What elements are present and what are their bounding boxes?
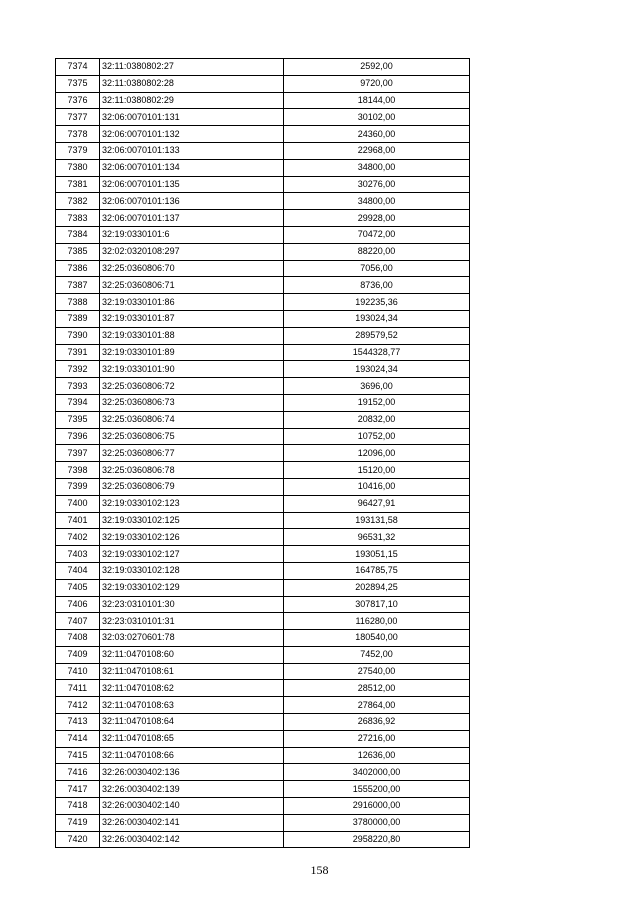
row-number-cell: 7379 <box>56 142 100 159</box>
row-number-cell: 7380 <box>56 159 100 176</box>
row-number-cell: 7405 <box>56 579 100 596</box>
row-number-cell: 7404 <box>56 562 100 579</box>
value-cell: 2958220,80 <box>284 831 470 848</box>
row-number-cell: 7375 <box>56 75 100 92</box>
value-cell: 96531,32 <box>284 529 470 546</box>
cadastral-number-cell: 32:06:0070101:137 <box>100 210 284 227</box>
table-row <box>56 613 470 630</box>
table-row <box>56 630 470 647</box>
value-cell: 10752,00 <box>284 428 470 445</box>
row-number-cell: 7381 <box>56 176 100 193</box>
table-row <box>56 512 470 529</box>
value-cell: 34800,00 <box>284 159 470 176</box>
table-row <box>56 243 470 260</box>
table-row <box>56 663 470 680</box>
row-number-cell: 7419 <box>56 814 100 831</box>
row-number-cell: 7391 <box>56 344 100 361</box>
value-cell: 1555200,00 <box>284 781 470 798</box>
table-row <box>56 75 470 92</box>
table-row <box>56 546 470 563</box>
cadastral-number-cell: 32:25:0360806:75 <box>100 428 284 445</box>
row-number-cell: 7383 <box>56 210 100 227</box>
cadastral-number-cell: 32:06:0070101:133 <box>100 142 284 159</box>
table-body <box>56 59 470 848</box>
cadastral-number-cell: 32:19:0330101:86 <box>100 294 284 311</box>
row-number-cell: 7388 <box>56 294 100 311</box>
cadastral-number-cell: 32:19:0330101:90 <box>100 361 284 378</box>
row-number-cell: 7414 <box>56 730 100 747</box>
value-cell: 164785,75 <box>284 562 470 579</box>
value-cell: 12636,00 <box>284 747 470 764</box>
row-number-cell: 7411 <box>56 680 100 697</box>
value-cell: 30276,00 <box>284 176 470 193</box>
table-row <box>56 478 470 495</box>
row-number-cell: 7403 <box>56 546 100 563</box>
row-number-cell: 7376 <box>56 92 100 109</box>
cadastral-number-cell: 32:11:0470108:65 <box>100 730 284 747</box>
row-number-cell: 7400 <box>56 495 100 512</box>
table-row <box>56 462 470 479</box>
cadastral-number-cell: 32:06:0070101:131 <box>100 109 284 126</box>
table-row <box>56 714 470 731</box>
table-row <box>56 327 470 344</box>
value-cell: 12096,00 <box>284 445 470 462</box>
cadastral-number-cell: 32:11:0470108:62 <box>100 680 284 697</box>
table-row <box>56 579 470 596</box>
cadastral-number-cell: 32:19:0330102:125 <box>100 512 284 529</box>
row-number-cell: 7382 <box>56 193 100 210</box>
table-row <box>56 277 470 294</box>
value-cell: 70472,00 <box>284 226 470 243</box>
row-number-cell: 7406 <box>56 596 100 613</box>
row-number-cell: 7412 <box>56 697 100 714</box>
value-cell: 180540,00 <box>284 630 470 647</box>
cadastral-number-cell: 32:11:0470108:63 <box>100 697 284 714</box>
cadastral-number-cell: 32:06:0070101:135 <box>100 176 284 193</box>
value-cell: 96427,91 <box>284 495 470 512</box>
value-cell: 7452,00 <box>284 646 470 663</box>
row-number-cell: 7407 <box>56 613 100 630</box>
table-row <box>56 126 470 143</box>
row-number-cell: 7409 <box>56 646 100 663</box>
table-row <box>56 428 470 445</box>
table-row <box>56 596 470 613</box>
table-row <box>56 394 470 411</box>
row-number-cell: 7387 <box>56 277 100 294</box>
table-row <box>56 294 470 311</box>
table-row <box>56 411 470 428</box>
cadastral-number-cell: 32:25:0360806:73 <box>100 394 284 411</box>
cadastral-number-cell: 32:11:0470108:60 <box>100 646 284 663</box>
table-row <box>56 260 470 277</box>
row-number-cell: 7397 <box>56 445 100 462</box>
cadastral-number-cell: 32:25:0360806:79 <box>100 478 284 495</box>
value-cell: 193051,15 <box>284 546 470 563</box>
value-cell: 29928,00 <box>284 210 470 227</box>
table-row <box>56 730 470 747</box>
value-cell: 27216,00 <box>284 730 470 747</box>
cadastral-number-cell: 32:26:0030402:141 <box>100 814 284 831</box>
value-cell: 8736,00 <box>284 277 470 294</box>
row-number-cell: 7377 <box>56 109 100 126</box>
cadastral-number-cell: 32:19:0330102:126 <box>100 529 284 546</box>
value-cell: 30102,00 <box>284 109 470 126</box>
cadastral-number-cell: 32:25:0360806:72 <box>100 378 284 395</box>
table-row <box>56 495 470 512</box>
row-number-cell: 7399 <box>56 478 100 495</box>
value-cell: 193024,34 <box>284 310 470 327</box>
table-row <box>56 831 470 848</box>
value-cell: 202894,25 <box>284 579 470 596</box>
value-cell: 193131,58 <box>284 512 470 529</box>
table-row <box>56 445 470 462</box>
row-number-cell: 7392 <box>56 361 100 378</box>
table-row <box>56 344 470 361</box>
row-number-cell: 7416 <box>56 764 100 781</box>
cadastral-number-cell: 32:19:0330101:88 <box>100 327 284 344</box>
cadastral-number-cell: 32:06:0070101:136 <box>100 193 284 210</box>
value-cell: 1544328,77 <box>284 344 470 361</box>
row-number-cell: 7402 <box>56 529 100 546</box>
table-row <box>56 361 470 378</box>
table-row <box>56 680 470 697</box>
row-number-cell: 7389 <box>56 310 100 327</box>
cadastral-number-cell: 32:19:0330102:129 <box>100 579 284 596</box>
row-number-cell: 7401 <box>56 512 100 529</box>
value-cell: 2916000,00 <box>284 798 470 815</box>
cadastral-number-cell: 32:25:0360806:74 <box>100 411 284 428</box>
table-row <box>56 92 470 109</box>
table-row <box>56 781 470 798</box>
cadastral-number-cell: 32:19:0330102:123 <box>100 495 284 512</box>
row-number-cell: 7386 <box>56 260 100 277</box>
value-cell: 15120,00 <box>284 462 470 479</box>
value-cell: 289579,52 <box>284 327 470 344</box>
row-number-cell: 7408 <box>56 630 100 647</box>
cadastral-number-cell: 32:19:0330101:87 <box>100 310 284 327</box>
row-number-cell: 7394 <box>56 394 100 411</box>
cadastral-number-cell: 32:25:0360806:78 <box>100 462 284 479</box>
cadastral-number-cell: 32:25:0360806:70 <box>100 260 284 277</box>
row-number-cell: 7395 <box>56 411 100 428</box>
cadastral-number-cell: 32:19:0330101:89 <box>100 344 284 361</box>
cadastral-number-cell: 32:11:0470108:66 <box>100 747 284 764</box>
value-cell: 20832,00 <box>284 411 470 428</box>
value-cell: 19152,00 <box>284 394 470 411</box>
value-cell: 18144,00 <box>284 92 470 109</box>
cadastral-number-cell: 32:23:0310101:30 <box>100 596 284 613</box>
table-row <box>56 193 470 210</box>
row-number-cell: 7398 <box>56 462 100 479</box>
table-row <box>56 562 470 579</box>
value-cell: 193024,34 <box>284 361 470 378</box>
row-number-cell: 7390 <box>56 327 100 344</box>
cadastral-number-cell: 32:25:0360806:77 <box>100 445 284 462</box>
value-cell: 27864,00 <box>284 697 470 714</box>
cadastral-number-cell: 32:19:0330102:127 <box>100 546 284 563</box>
value-cell: 307817,10 <box>284 596 470 613</box>
table-row <box>56 109 470 126</box>
page-number: 158 <box>310 863 329 877</box>
row-number-cell: 7384 <box>56 226 100 243</box>
value-cell: 2592,00 <box>284 59 470 76</box>
table-row <box>56 310 470 327</box>
value-cell: 116280,00 <box>284 613 470 630</box>
cadastral-number-cell: 32:19:0330101:6 <box>100 226 284 243</box>
cadastral-number-cell: 32:26:0030402:136 <box>100 764 284 781</box>
value-cell: 34800,00 <box>284 193 470 210</box>
cadastral-number-cell: 32:11:0380802:27 <box>100 59 284 76</box>
cadastral-number-cell: 32:23:0310101:31 <box>100 613 284 630</box>
cadastral-number-cell: 32:11:0470108:61 <box>100 663 284 680</box>
value-cell: 28512,00 <box>284 680 470 697</box>
row-number-cell: 7420 <box>56 831 100 848</box>
table-row <box>56 59 470 76</box>
value-cell: 9720,00 <box>284 75 470 92</box>
row-number-cell: 7393 <box>56 378 100 395</box>
table-row <box>56 747 470 764</box>
cadastral-number-cell: 32:06:0070101:132 <box>100 126 284 143</box>
value-cell: 3402000,00 <box>284 764 470 781</box>
value-cell: 192235,36 <box>284 294 470 311</box>
row-number-cell: 7415 <box>56 747 100 764</box>
cadastral-number-cell: 32:26:0030402:140 <box>100 798 284 815</box>
value-cell: 27540,00 <box>284 663 470 680</box>
table-row <box>56 646 470 663</box>
table-row <box>56 764 470 781</box>
row-number-cell: 7418 <box>56 798 100 815</box>
table-row <box>56 142 470 159</box>
cadastral-number-cell: 32:26:0030402:139 <box>100 781 284 798</box>
table-row <box>56 210 470 227</box>
table-row <box>56 159 470 176</box>
value-cell: 88220,00 <box>284 243 470 260</box>
value-cell: 26836,92 <box>284 714 470 731</box>
value-cell: 22968,00 <box>284 142 470 159</box>
cadastral-number-cell: 32:19:0330102:128 <box>100 562 284 579</box>
cadastral-number-cell: 32:11:0470108:64 <box>100 714 284 731</box>
row-number-cell: 7385 <box>56 243 100 260</box>
table-row <box>56 226 470 243</box>
cadastral-number-cell: 32:03:0270601:78 <box>100 630 284 647</box>
cadastral-number-cell: 32:11:0380802:29 <box>100 92 284 109</box>
row-number-cell: 7413 <box>56 714 100 731</box>
row-number-cell: 7374 <box>56 59 100 76</box>
value-cell: 7056,00 <box>284 260 470 277</box>
value-cell: 24360,00 <box>284 126 470 143</box>
row-number-cell: 7417 <box>56 781 100 798</box>
row-number-cell: 7396 <box>56 428 100 445</box>
table-row <box>56 176 470 193</box>
table-row <box>56 798 470 815</box>
table-row <box>56 529 470 546</box>
table-row <box>56 697 470 714</box>
cadastral-number-cell: 32:06:0070101:134 <box>100 159 284 176</box>
cadastral-number-cell: 32:25:0360806:71 <box>100 277 284 294</box>
cadastral-number-cell: 32:02:0320108:297 <box>100 243 284 260</box>
value-cell: 3780000,00 <box>284 814 470 831</box>
cadastral-number-cell: 32:26:0030402:142 <box>100 831 284 848</box>
row-number-cell: 7410 <box>56 663 100 680</box>
value-cell: 10416,00 <box>284 478 470 495</box>
cadastral-value-table <box>55 58 470 848</box>
table-row <box>56 378 470 395</box>
value-cell: 3696,00 <box>284 378 470 395</box>
row-number-cell: 7378 <box>56 126 100 143</box>
cadastral-number-cell: 32:11:0380802:28 <box>100 75 284 92</box>
table-row <box>56 814 470 831</box>
